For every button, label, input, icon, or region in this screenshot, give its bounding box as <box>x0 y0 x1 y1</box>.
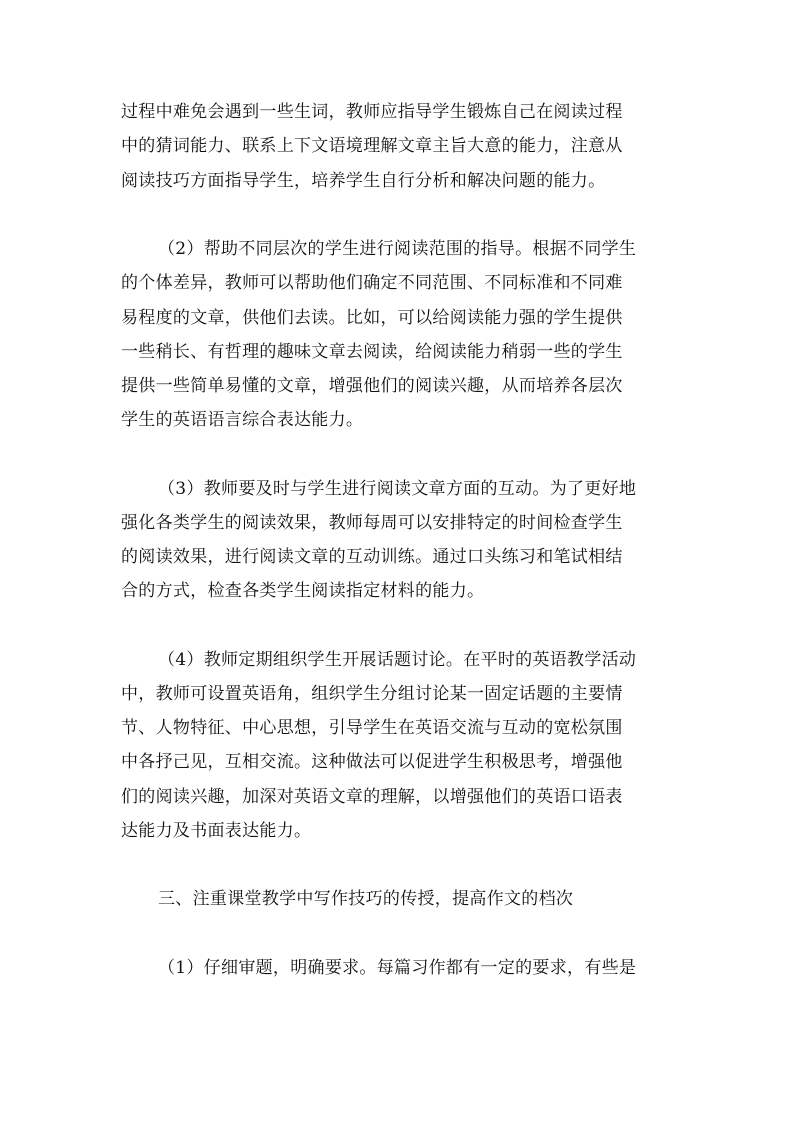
paragraph-3-line-3: 的阅读效果，进行阅读文章的互动训练。通过口头练习和笔试相结 <box>121 547 623 567</box>
paragraph-3-line-4: 合的方式，检查各类学生阅读指定材料的能力。 <box>121 581 485 601</box>
paragraph-4-line-6: 达能力及书面表达能力。 <box>121 821 312 841</box>
paragraph-2-line-1: （2）帮助不同层次的学生进行阅读范围的指导。根据不同学生 <box>158 239 637 259</box>
paragraph-2-line-5: 提供一些简单易懂的文章，增强他们的阅读兴趣，从而培养各层次 <box>121 376 623 396</box>
paragraph-4-line-1: （4）教师定期组织学生开展话题讨论。在平时的英语教学活动 <box>158 650 637 670</box>
paragraph-4-line-4: 中各抒己见，互相交流。这种做法可以促进学生积极思考，增强他 <box>121 752 623 772</box>
paragraph-2-line-3: 易程度的文章，供他们去读。比如，可以给阅读能力强的学生提供 <box>121 308 623 328</box>
paragraph-4-line-3: 节、人物特征、中心思想，引导学生在英语交流与互动的宽松氛围 <box>121 718 623 738</box>
paragraph-2-line-2: 的个体差异，教师可以帮助他们确定不同范围、不同标准和不同难 <box>121 273 623 293</box>
paragraph-2-line-6: 学生的英语语言综合表达能力。 <box>121 410 364 430</box>
paragraph-2-line-4: 一些稍长、有哲理的趣味文章去阅读，给阅读能力稍弱一些的学生 <box>121 342 623 362</box>
paragraph-1-line-2: 中的猜词能力、联系上下文语境理解文章主旨大意的能力，注意从 <box>121 136 623 156</box>
paragraph-1-line-3: 阅读技巧方面指导学生，培养学生自行分析和解决问题的能力。 <box>121 171 606 191</box>
paragraph-3-line-1: （3）教师要及时与学生进行阅读文章方面的互动。为了更好地 <box>158 479 637 499</box>
section-heading: 三、注重课堂教学中写作技巧的传授，提高作文的档次 <box>158 889 574 909</box>
paragraph-6-line-1: （1）仔细审题，明确要求。每篇习作都有一定的要求，有些是 <box>158 958 637 978</box>
paragraph-4-line-5: 们的阅读兴趣，加深对英语文章的理解，以增强他们的英语口语表 <box>121 787 623 807</box>
paragraph-3-line-2: 强化各类学生的阅读效果，教师每周可以安排特定的时间检查学生 <box>121 513 623 533</box>
paragraph-1-line-1: 过程中难免会遇到一些生词，教师应指导学生锻炼自己在阅读过程 <box>121 102 623 122</box>
paragraph-4-line-2: 中，教师可设置英语角，组织学生分组讨论某一固定话题的主要情 <box>121 684 623 704</box>
